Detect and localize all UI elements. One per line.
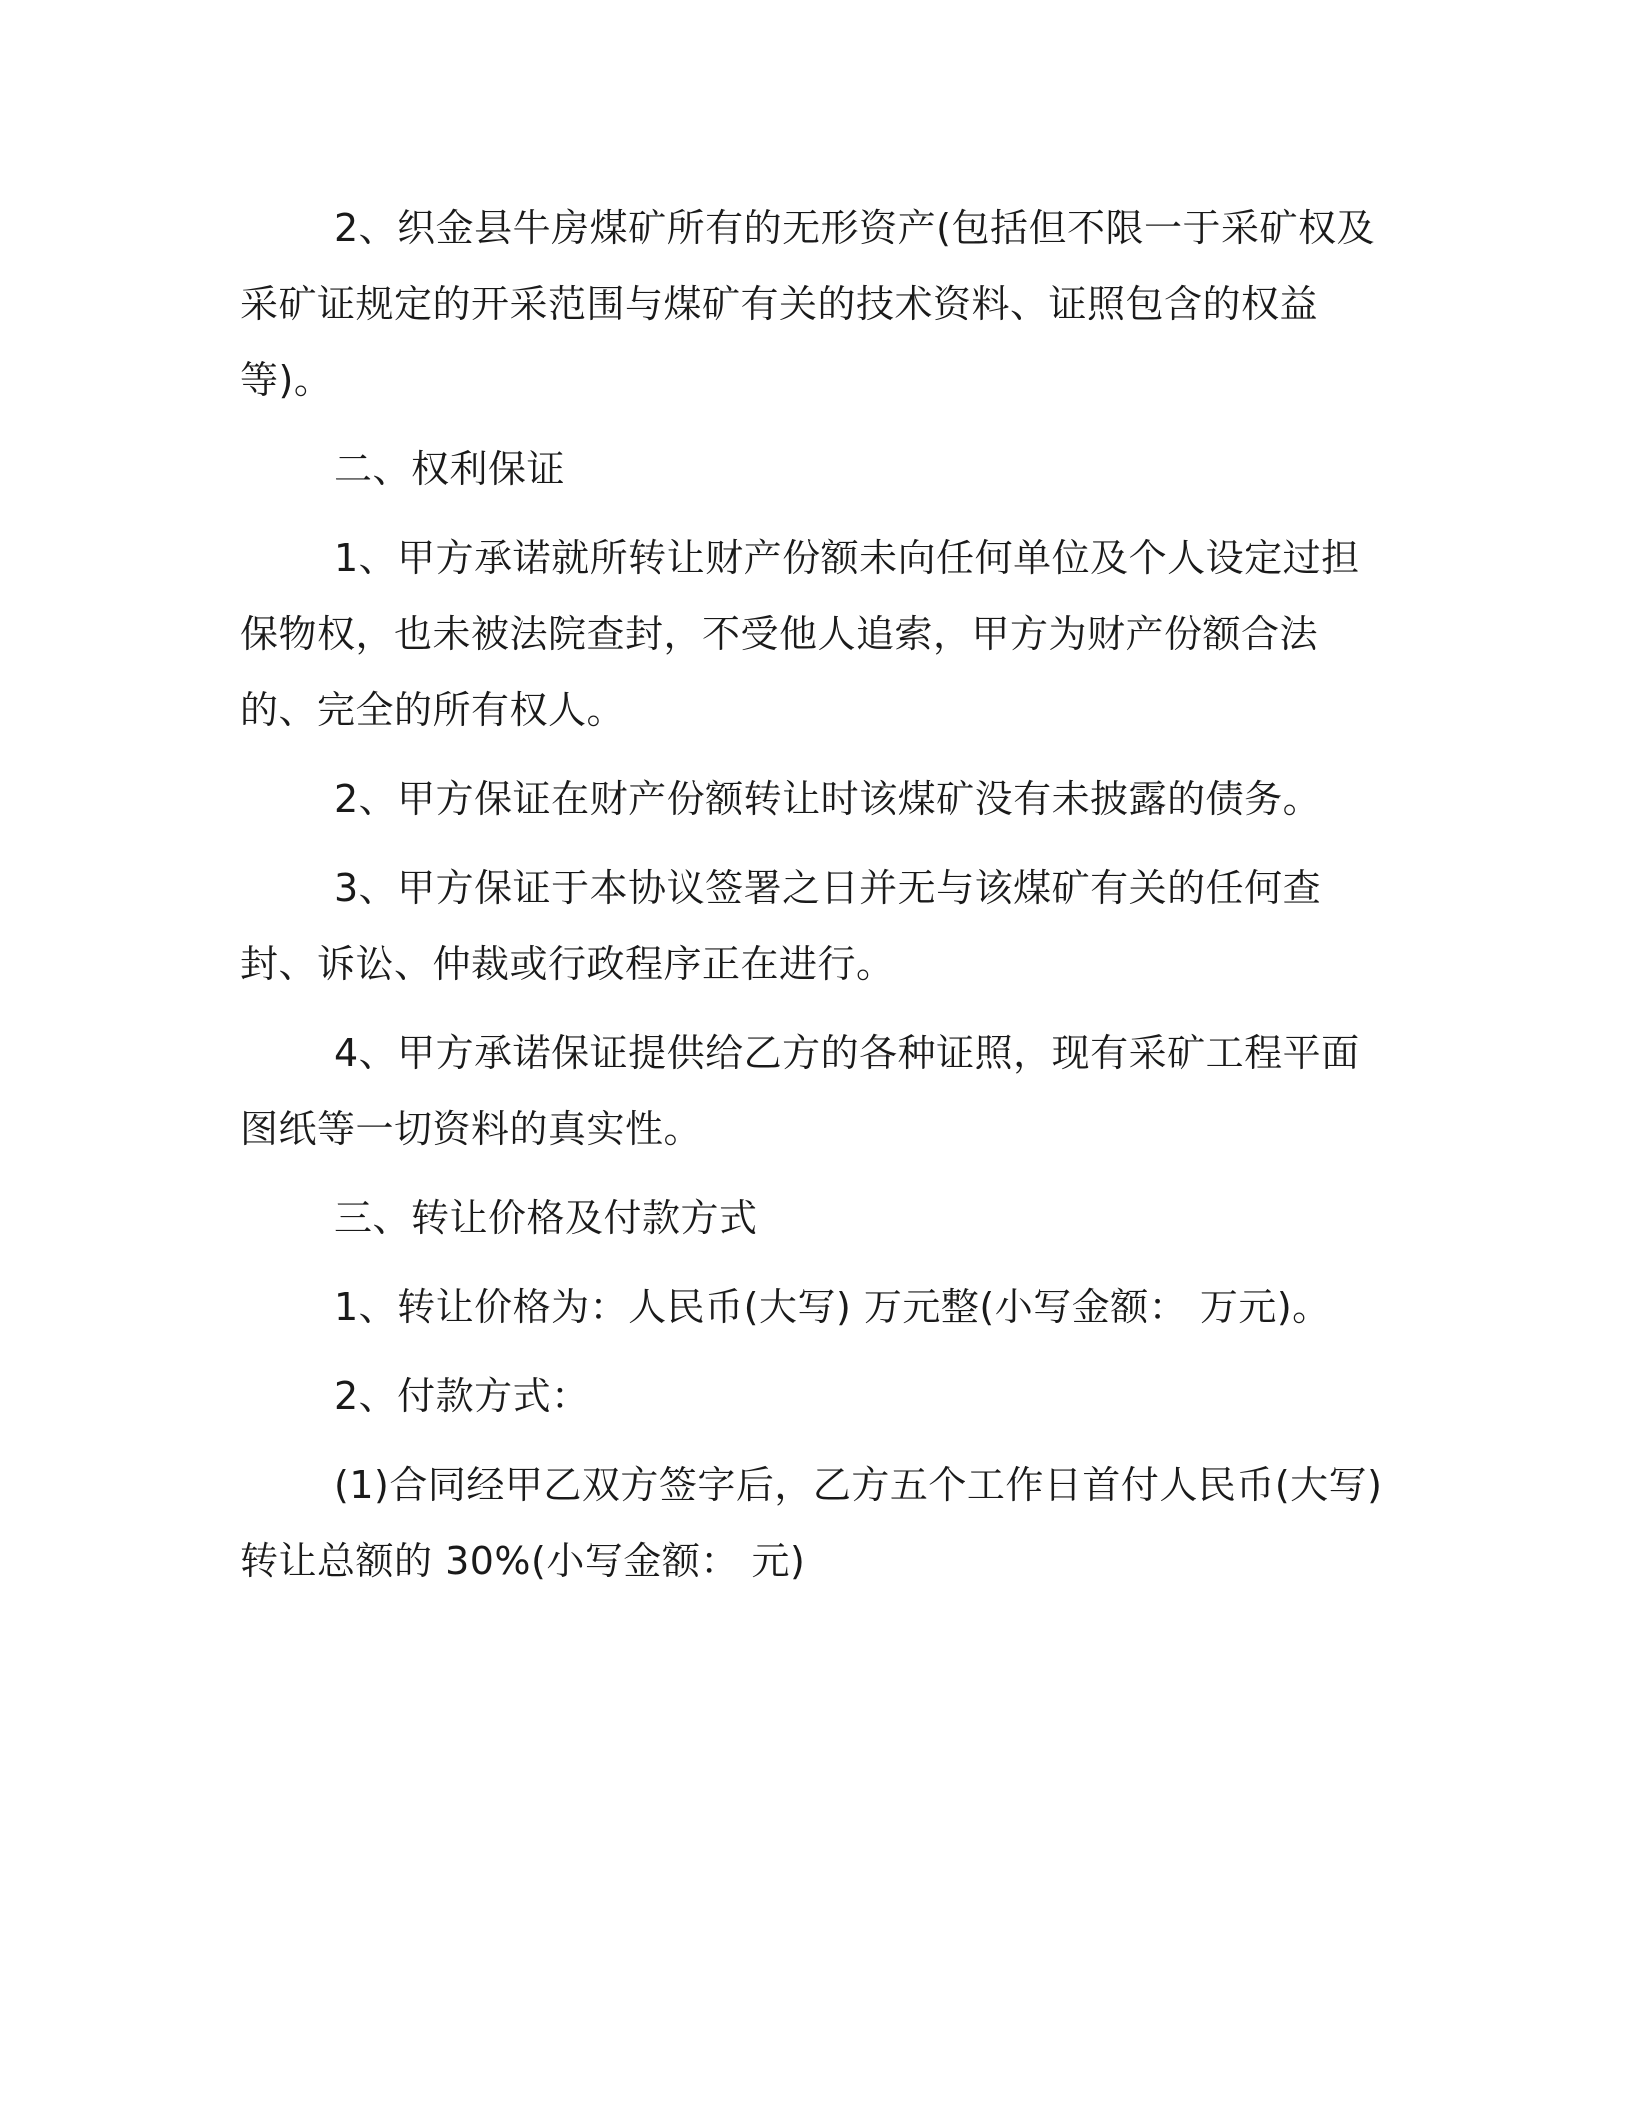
section-heading-rights-guarantee: 二、权利保证 [334, 447, 566, 491]
document-body [240, 190, 1390, 1599]
paragraph-intangible-assets: 2、织金县牛房煤矿所有的无形资产(包括但不限一于采矿权及采矿证规定的开采范围与煤矿有关的技术资料、证照包含的权益等)。 [240, 206, 1376, 402]
paragraph-no-undisclosed-debt: 2、甲方保证在财产份额转让时该煤矿没有未披露的债务。 [334, 777, 1322, 821]
paragraph-document-authenticity: 4、甲方承诺保证提供给乙方的各种证照，现有采矿工程平面图纸等一切资料的真实性。 [240, 1031, 1360, 1151]
paragraph-first-payment: (1)合同经甲乙双方签字后，乙方五个工作日首付人民币(大写)转让总额的 30%(小写金额： 元) [240, 1463, 1383, 1583]
paragraph-payment-method: 2、付款方式： [334, 1374, 590, 1418]
paragraph-no-encumbrance: 1、甲方承诺就所转让财产份额未向任何单位及个人设定过担保物权，也未被法院查封，不受他人追索，甲方为财产份额合法的、完全的所有权人。 [240, 536, 1360, 732]
paragraph-transfer-price: 1、转让价格为：人民币(大写) 万元整(小写金额： 万元)。 [334, 1285, 1331, 1329]
section-heading-price-and-payment: 三、转让价格及付款方式 [334, 1196, 758, 1240]
paragraph-no-litigation: 3、甲方保证于本协议签署之日并无与该煤矿有关的任何查封、诉讼、仲裁或行政程序正在进行。 [240, 866, 1322, 986]
